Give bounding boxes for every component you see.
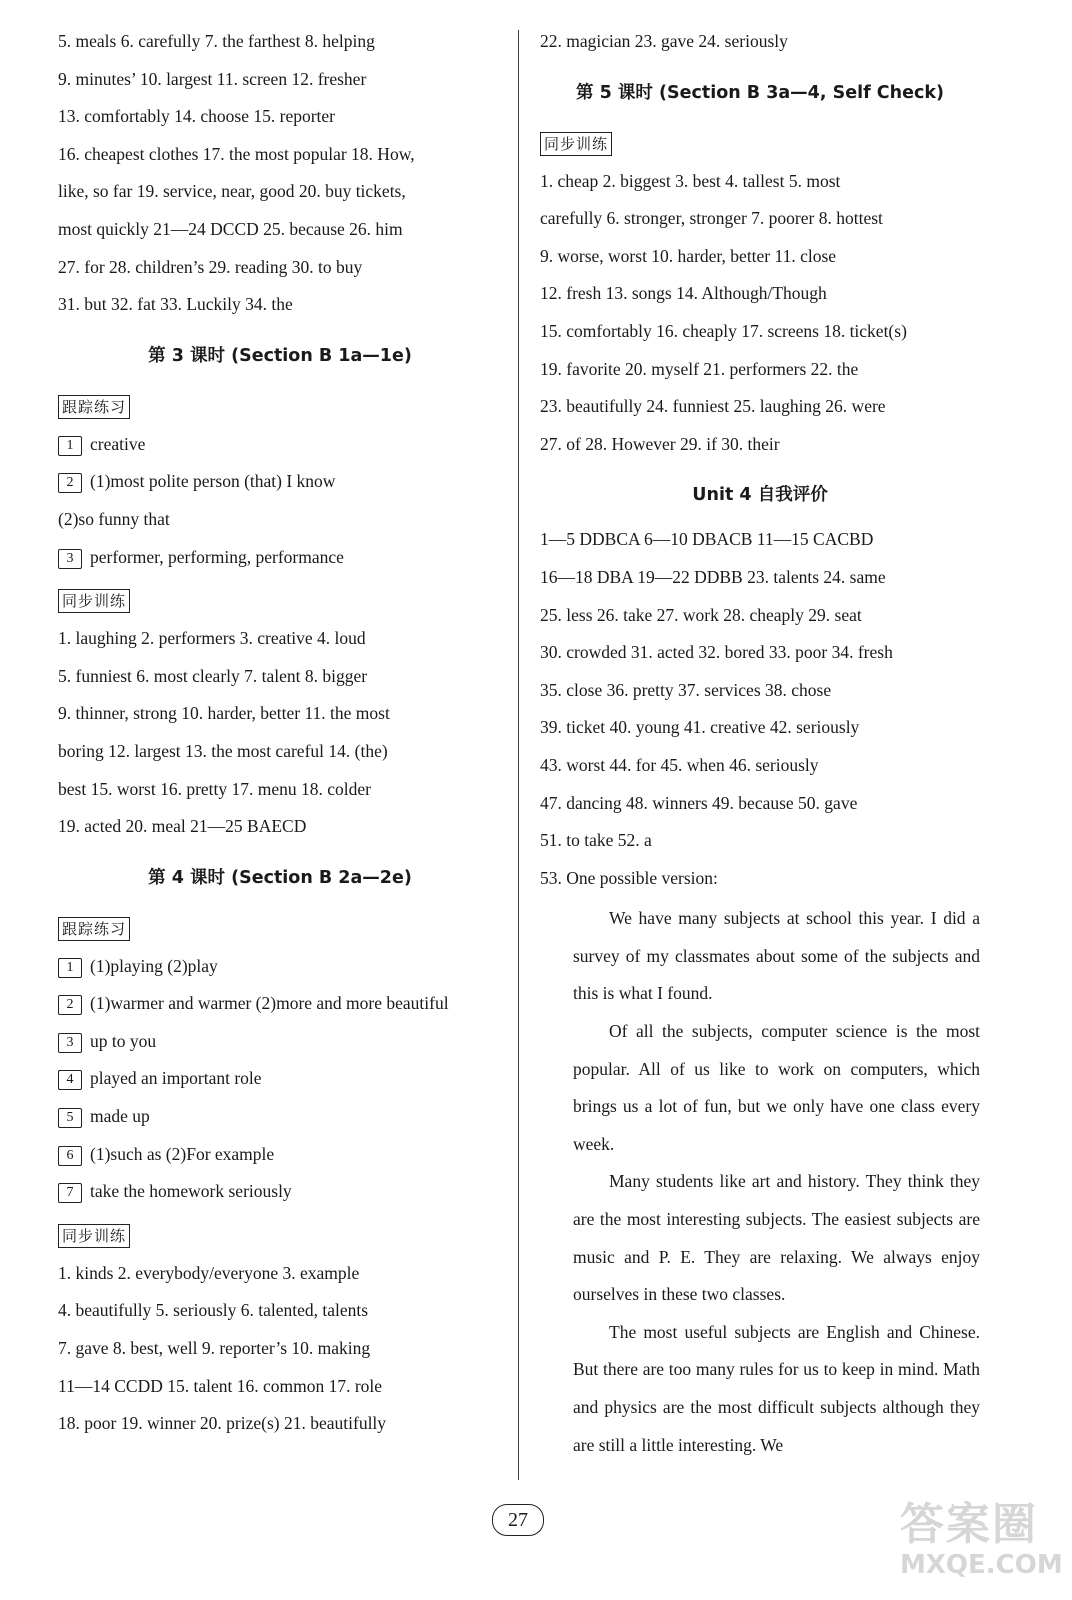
answer-line: 43. worst 44. for 45. when 46. seriously bbox=[540, 754, 819, 775]
section-title-lesson-3: 第 3 课时 (Section B 1a—1e) bbox=[148, 345, 412, 366]
track-practice-label: 跟踪练习 bbox=[58, 395, 130, 419]
answer-line: 1. laughing 2. performers 3. creative 4. loud bbox=[58, 628, 366, 649]
left-column bbox=[58, 26, 502, 1446]
answer-line: 4. beautifully 5. seriously 6. talented, talents bbox=[58, 1300, 369, 1321]
answer-line: 16—18 DBA 19—22 DDBB 23. talents 24. same bbox=[540, 566, 886, 587]
track-item: 1 creative bbox=[58, 429, 502, 467]
track-item: 6 (1)such as (2)For example bbox=[58, 1139, 502, 1177]
answer-line: 1. kinds 2. everybody/everyone 3. example bbox=[58, 1262, 360, 1283]
sync-training-label: 同步训练 bbox=[540, 132, 612, 156]
answer-line: 9. worse, worst 10. harder, better 11. close bbox=[540, 245, 837, 266]
answer-line: 5. funniest 6. most clearly 7. talent 8. bigger bbox=[58, 665, 368, 686]
track-item: 4 played an important role bbox=[58, 1063, 502, 1101]
track-item: 1 (1)playing (2)play bbox=[58, 951, 502, 989]
essay-paragraph: We have many subjects at school this year. I did a survey of my classmates about some of the subjects and this is what I found. bbox=[573, 908, 980, 1004]
answer-line: 53. One possible version: bbox=[540, 867, 718, 888]
answer-line: 39. ticket 40. young 41. creative 42. seriously bbox=[540, 717, 860, 738]
answer-line: 5. meals 6. carefully 7. the farthest 8. helping bbox=[58, 31, 375, 51]
right-column bbox=[540, 26, 980, 1464]
item-number-box: 2 bbox=[58, 995, 82, 1015]
answer-line: 51. to take 52. a bbox=[540, 830, 652, 851]
answers-block-1 bbox=[58, 26, 502, 327]
watermark-logo bbox=[900, 1499, 1063, 1590]
answer-line: 27. of 28. However 29. if 30. their bbox=[540, 433, 780, 454]
watermark-text: 答案圈 bbox=[900, 1499, 1038, 1550]
section-title-lesson-4: 第 4 课时 (Section B 2a—2e) bbox=[148, 867, 412, 888]
essay bbox=[540, 900, 980, 1464]
sync-training-label: 同步训练 bbox=[58, 589, 130, 613]
track-item: 2 (1)warmer and warmer (2)more and more beautiful bbox=[58, 988, 502, 1026]
answer-line: 19. favorite 20. myself 21. performers 22. the bbox=[540, 358, 859, 379]
page-number: 27 bbox=[492, 1504, 544, 1536]
answer-line: carefully 6. stronger, stronger 7. poorer 8. hottest bbox=[540, 208, 883, 229]
answer-line: 13. comfortably 14. choose 15. reporter bbox=[58, 106, 336, 127]
track-item: 7 take the homework seriously bbox=[58, 1176, 502, 1214]
section-title-unit-4-self-evaluation: Unit 4 自我评价 bbox=[692, 485, 828, 506]
item-number-box: 2 bbox=[58, 473, 82, 493]
item-number-box: 4 bbox=[58, 1070, 82, 1090]
track-item: 3 up to you bbox=[58, 1026, 502, 1064]
item-number-box: 1 bbox=[58, 958, 82, 978]
answer-line: 30. crowded 31. acted 32. bored 33. poor 34. fresh bbox=[540, 642, 893, 663]
answer-line: boring 12. largest 13. the most careful 14. (the) bbox=[58, 740, 388, 761]
answer-line: 9. minutes’ 10. largest 11. screen 12. fresher bbox=[58, 68, 367, 89]
item-number-box: 7 bbox=[58, 1183, 82, 1203]
column-divider bbox=[518, 30, 519, 1480]
answer-line: 25. less 26. take 27. work 28. cheaply 29. seat bbox=[540, 604, 862, 625]
track-practice-label: 跟踪练习 bbox=[58, 917, 130, 941]
sync-training-label: 同步训练 bbox=[58, 1224, 130, 1248]
answer-line: 15. comfortably 16. cheaply 17. screens 18. ticket(s) bbox=[540, 320, 907, 341]
watermark-url: MXQE.COM bbox=[900, 1550, 1063, 1580]
answer-line: 1. cheap 2. biggest 3. best 4. tallest 5. most bbox=[540, 170, 841, 191]
item-number-box: 5 bbox=[58, 1108, 82, 1128]
answer-line: best 15. worst 16. pretty 17. menu 18. colder bbox=[58, 778, 372, 799]
answer-line: 19. acted 20. meal 21—25 BAECD bbox=[58, 816, 307, 837]
answer-line: 23. beautifully 24. funniest 25. laughing 26. were bbox=[540, 396, 886, 417]
item-number-box: 1 bbox=[58, 436, 82, 456]
answer-line: 1—5 DDBCA 6—10 DBACB 11—15 CACBD bbox=[540, 529, 874, 550]
track-item: 2 (1)most polite person (that) I know bbox=[58, 466, 502, 504]
answer-line: 7. gave 8. best, well 9. reporter’s 10. making bbox=[58, 1338, 371, 1359]
answer-line: 22. magician 23. gave 24. seriously bbox=[540, 31, 788, 51]
answer-line: like, so far 19. service, near, good 20. buy tickets, bbox=[58, 181, 406, 202]
track-item: 5 made up bbox=[58, 1101, 502, 1139]
answer-line: most quickly 21—24 DCCD 25. because 26. him bbox=[58, 218, 403, 239]
essay-paragraph: The most useful subjects are English and Chinese. But there are too many rules for us to keep in mind. Math and physics are the most difficult subjects although they are still a little interesting. We bbox=[573, 1321, 980, 1455]
answer-line: 12. fresh 13. songs 14. Although/Though bbox=[540, 283, 827, 304]
answer-line: 11—14 CCDD 15. talent 16. common 17. role bbox=[58, 1375, 383, 1396]
answer-line: 16. cheapest clothes 17. the most popular 18. How, bbox=[58, 143, 415, 164]
answer-line: 18. poor 19. winner 20. prize(s) 21. beautifully bbox=[58, 1413, 387, 1434]
answer-line: 35. close 36. pretty 37. services 38. chose bbox=[540, 679, 832, 700]
item-number-box: 6 bbox=[58, 1146, 82, 1166]
track-item: 3 performer, performing, performance bbox=[58, 542, 502, 580]
answer-line: 27. for 28. children’s 29. reading 30. to buy bbox=[58, 256, 363, 277]
item-number-box: 3 bbox=[58, 549, 82, 569]
item-number-box: 3 bbox=[58, 1033, 82, 1053]
essay-paragraph: Of all the subjects, computer science is the most popular. All of us like to work on computers, which brings us a lot of fun, but we only have one class every week. bbox=[573, 1021, 980, 1154]
answer-line: 9. thinner, strong 10. harder, better 11. the most bbox=[58, 703, 390, 724]
answer-line: 47. dancing 48. winners 49. because 50. gave bbox=[540, 792, 858, 813]
essay-paragraph: Many students like art and history. They think they are the most interesting subjects. The easiest subjects are music and P. E. They are relaxing. We always enjoy ourselves in these two classes. bbox=[573, 1171, 980, 1305]
answer-line: 31. but 32. fat 33. Luckily 34. the bbox=[58, 294, 293, 315]
section-title-lesson-5: 第 5 课时 (Section B 3a—4, Self Check) bbox=[576, 82, 944, 103]
track-item: (2)so funny that bbox=[58, 508, 170, 529]
